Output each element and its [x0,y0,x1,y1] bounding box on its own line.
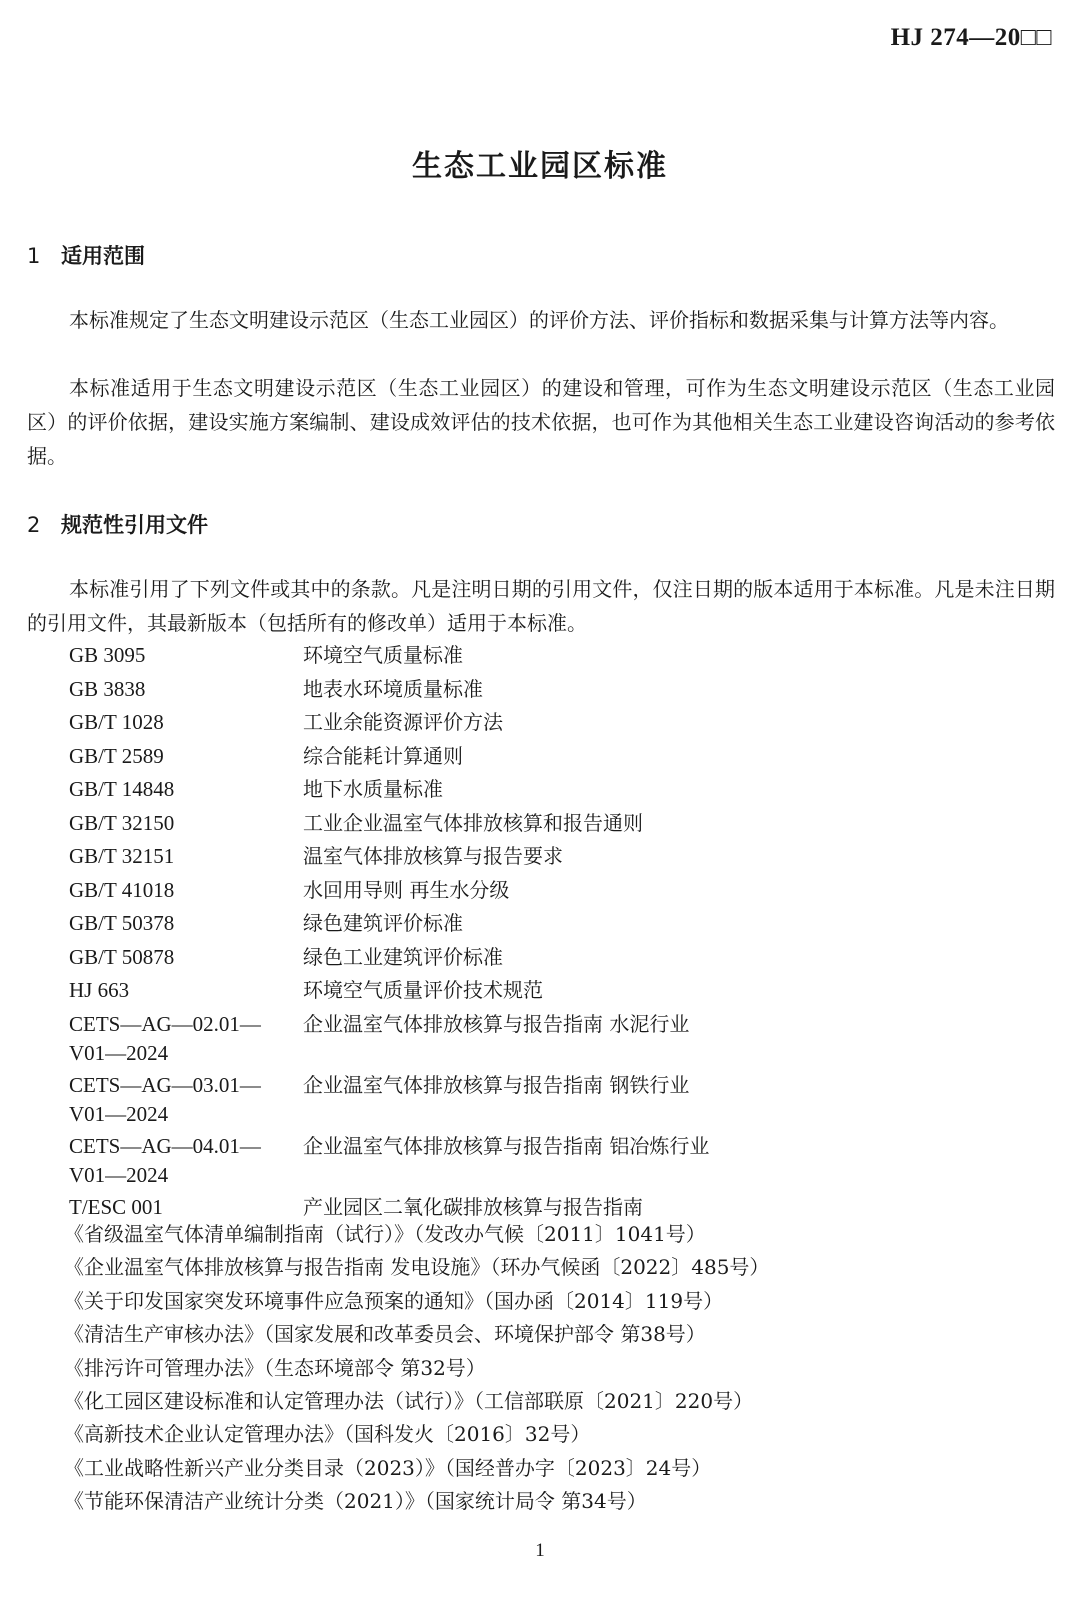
document-reference-list [64,1218,1064,1519]
reference-code [69,1130,303,1191]
reference-item [69,907,1049,941]
section-title: 规范性引用文件 [61,513,208,537]
document-reference: 《节能环保清洁产业统计分类（2021）》（国家统计局令 第34号） [64,1489,647,1514]
reference-item [69,673,1049,707]
reference-code: GB/T 14848 [69,777,175,801]
reference-code-line: V01—2024 [69,1102,169,1126]
document-title: 生态工业园区标准 [412,149,668,184]
page-number: 1 [535,1540,545,1561]
reference-title: 温室气体排放核算与报告要求 [303,844,563,868]
paragraph: 本标准规定了生态文明建设示范区（生态工业园区）的评价方法、评价指标和数据采集与计算方法等内容。 [69,308,1009,332]
paragraph: 本标准引用了下列文件或其中的条款。凡是注明日期的引用文件，仅注日期的版本适用于本标准。凡是未注日期的引用文件，其最新版本（包括所有的修改单）适用于本标准。 [27,577,1055,635]
reference-title: 绿色建筑评价标准 [303,911,463,935]
document-reference: 《企业温室气体排放核算与报告指南 发电设施》（环办气候函〔2022〕485号） [64,1255,770,1280]
document-reference: 《化工园区建设标准和认定管理办法（试行）》（工信部联原〔2021〕220号） [64,1389,754,1414]
reference-title: 绿色工业建筑评价标准 [303,944,503,969]
reference-title: 水回用导则 再生水分级 [303,877,510,902]
reference-title: 地下水质量标准 [303,777,443,801]
section-title: 适用范围 [61,244,145,268]
document-reference: 《高新技术企业认定管理办法》（国科发火〔2016〕32号） [64,1422,591,1447]
reference-code [69,1008,303,1069]
reference-item [69,941,1049,975]
document-reference: 《工业战略性新兴产业分类目录（2023）》（国经普办字〔2023〕24号） [64,1455,712,1480]
reference-title: 工业企业温室气体排放核算和报告通则 [303,810,643,835]
reference-item [69,974,1049,1008]
document-reference: 《排污许可管理办法》（生态环境部令 第32号） [64,1355,486,1380]
reference-code [69,1069,303,1130]
section-2-heading [27,509,208,539]
reference-code-line: CETS—AG—04.01— [69,1133,261,1158]
reference-item [69,1008,1049,1069]
reference-code: HJ 663 [69,978,130,1002]
reference-item [69,639,1049,673]
reference-code: GB/T 32150 [69,810,175,835]
reference-title: 环境空气质量标准 [303,643,463,667]
reference-list [69,639,1049,1224]
paragraph: 本标准适用于生态文明建设示范区（生态工业园区）的建设和管理，可作为生态文明建设示范区（生态工业园区）的评价依据，建设实施方案编制、建设成效评估的技术依据，也可作为其他相关生态工业建设咨询活动的参考依据。 [27,376,1055,468]
section-number: 1 [27,244,41,268]
document-reference: 《省级温室气体清单编制指南（试行）》（发改办气候〔2011〕1041号） [64,1222,706,1246]
reference-code: GB/T 50878 [69,944,175,969]
reference-title: 地表水环境质量标准 [303,676,483,701]
reference-title: 环境空气质量评价技术规范 [303,978,543,1002]
document-reference: 《关于印发国家突发环境事件应急预案的通知》（国办函〔2014〕119号） [64,1288,724,1313]
reference-item [69,706,1049,740]
reference-item [69,874,1049,908]
reference-item [69,1069,1049,1130]
document-reference: 《清洁生产审核办法》（国家发展和改革委员会、环境保护部令 第38号） [64,1322,706,1347]
reference-item [69,807,1049,841]
reference-code: GB/T 41018 [69,877,175,902]
reference-title: 工业余能资源评价方法 [303,710,503,734]
reference-title: 企业温室气体排放核算与报告指南 钢铁行业 [303,1072,690,1097]
reference-item [69,1130,1049,1191]
reference-title: 综合能耗计算通则 [303,743,463,768]
reference-item [69,840,1049,874]
reference-code: GB 3095 [69,643,146,667]
reference-code: T/ESC 001 [69,1194,163,1219]
reference-code: GB/T 2589 [69,743,164,768]
reference-title: 企业温室气体排放核算与报告指南 铝冶炼行业 [303,1133,710,1158]
reference-code: GB 3838 [69,676,146,701]
section-1-heading [27,240,145,270]
reference-code: GB/T 1028 [69,710,164,734]
standard-code: HJ 274—20□□ [890,24,1052,51]
reference-title: 企业温室气体排放核算与报告指南 水泥行业 [303,1011,690,1036]
reference-item [69,773,1049,807]
reference-code-line: V01—2024 [69,1041,169,1065]
reference-code-line: CETS—AG—03.01— [69,1072,261,1097]
reference-code: GB/T 32151 [69,844,175,868]
reference-item [69,740,1049,774]
reference-code-line: CETS—AG—02.01— [69,1011,261,1036]
section-number: 2 [27,513,41,537]
reference-code-line: V01—2024 [69,1163,169,1187]
reference-title: 产业园区二氧化碳排放核算与报告指南 [303,1194,643,1219]
reference-code: GB/T 50378 [69,911,175,935]
